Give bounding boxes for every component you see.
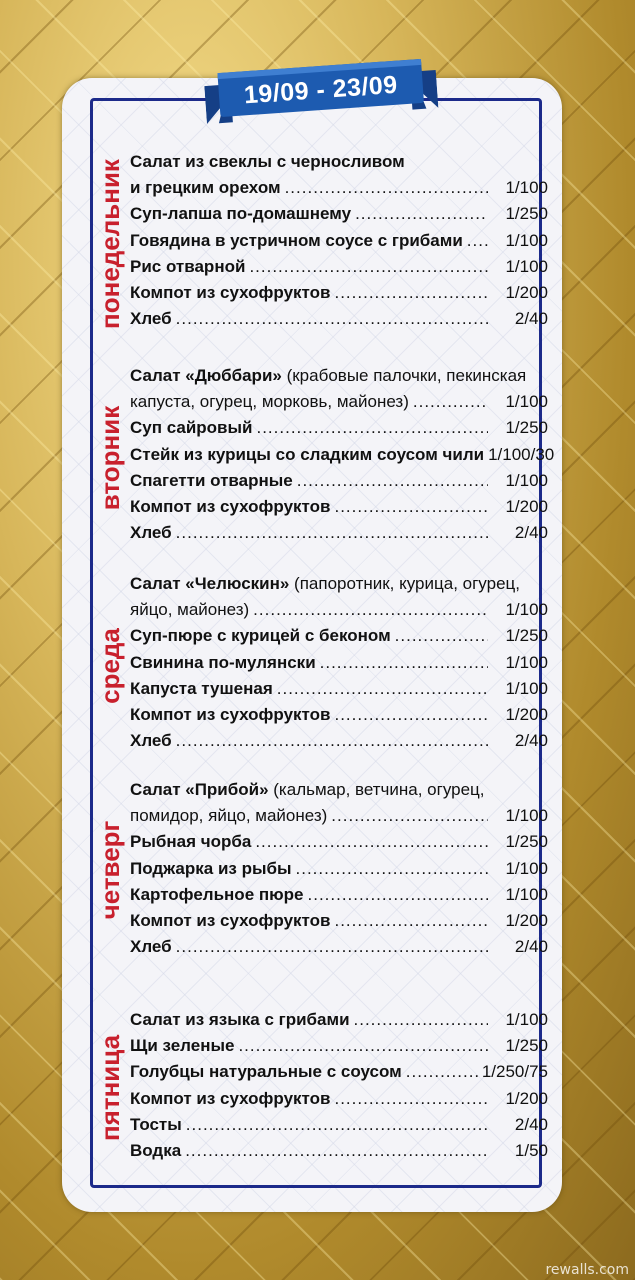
item-portion: 1/200 bbox=[505, 704, 548, 724]
menu-item bbox=[130, 444, 555, 471]
item-name: и грецким орехом bbox=[130, 178, 281, 198]
item-portion: 1/100 bbox=[505, 178, 548, 198]
menu-item bbox=[130, 911, 548, 937]
item-name: Стейк из курицы со сладким соусом чили bbox=[130, 444, 485, 464]
item-name: Хлеб bbox=[130, 937, 172, 957]
item-name: Компот из сухофруктов bbox=[130, 1088, 331, 1108]
menu-item bbox=[130, 1141, 548, 1167]
menu-item bbox=[130, 471, 548, 497]
item-name: Хлеб bbox=[130, 523, 172, 543]
menu-item bbox=[130, 937, 548, 963]
menu-item bbox=[130, 1010, 548, 1036]
menu-thursday bbox=[130, 780, 548, 963]
menu-item bbox=[130, 283, 548, 309]
salad-description: (кальмар, ветчина, огурец, bbox=[268, 780, 485, 799]
item-portion: 1/250/75 bbox=[481, 1062, 548, 1082]
item-portion: 1/200 bbox=[505, 282, 548, 302]
salad-name: Салат «Челюскин» bbox=[130, 574, 290, 593]
menu-line bbox=[130, 780, 548, 806]
menu-item bbox=[130, 204, 548, 230]
item-name: Компот из сухофруктов bbox=[130, 704, 331, 724]
menu-item bbox=[130, 392, 548, 418]
item-name: яйцо, майонез) bbox=[130, 600, 250, 620]
item-portion: 1/200 bbox=[505, 910, 548, 930]
item-portion: 1/100 bbox=[505, 392, 548, 412]
menu-item bbox=[130, 806, 548, 832]
menu-item bbox=[130, 257, 548, 283]
menu-item bbox=[130, 653, 548, 679]
day-label-tuesday: вторник bbox=[95, 405, 125, 511]
item-name: Водка bbox=[130, 1140, 182, 1160]
menu-item bbox=[130, 1089, 548, 1115]
item-portion: 1/50 bbox=[514, 1140, 548, 1160]
date-range: 19/09 - 23/09 bbox=[243, 70, 399, 110]
day-label-thursday: четверг bbox=[95, 820, 125, 920]
item-portion: 2/40 bbox=[514, 937, 548, 957]
menu-item bbox=[130, 600, 548, 626]
menu-item bbox=[130, 231, 548, 257]
menu-item bbox=[130, 1036, 548, 1062]
item-portion: 2/40 bbox=[514, 309, 548, 329]
menu-item bbox=[130, 859, 548, 885]
watermark: rewalls.com bbox=[545, 1262, 629, 1278]
item-name: Рыбная чорба bbox=[130, 832, 252, 852]
salad-description: (папоротник, курица, огурец, bbox=[289, 574, 520, 593]
item-portion: 2/40 bbox=[514, 1114, 548, 1134]
day-label-friday: пятница bbox=[95, 1034, 125, 1142]
item-name: Поджарка из рыбы bbox=[130, 858, 292, 878]
item-name: Спагетти отварные bbox=[130, 470, 293, 490]
day-label-monday: понедельник bbox=[95, 159, 125, 329]
menu-item bbox=[130, 178, 548, 204]
menu-item bbox=[130, 679, 548, 705]
menu-item bbox=[130, 418, 548, 444]
menu-friday bbox=[130, 1010, 548, 1167]
item-name: Свинина по-мулянски bbox=[130, 652, 316, 672]
item-name: Компот из сухофруктов bbox=[130, 496, 331, 516]
menu-item bbox=[130, 1115, 548, 1141]
item-portion: 1/100 bbox=[505, 256, 548, 276]
item-portion: 1/200 bbox=[505, 496, 548, 516]
item-name: Голубцы натуральные с соусом bbox=[130, 1062, 402, 1082]
menu-item bbox=[130, 885, 548, 911]
item-name: Щи зеленые bbox=[130, 1036, 235, 1056]
menu-monday bbox=[130, 152, 548, 335]
menu-line bbox=[130, 574, 548, 600]
salad-name: Салат «Дюббари» bbox=[130, 366, 282, 385]
item-portion: 1/250 bbox=[505, 626, 548, 646]
item-name: Картофельное пюре bbox=[130, 884, 304, 904]
item-portion: 1/250 bbox=[505, 418, 548, 438]
menu-line: Салат из свеклы с черносливом bbox=[130, 152, 405, 171]
item-name: Компот из сухофруктов bbox=[130, 282, 331, 302]
item-portion: 1/200 bbox=[505, 1088, 548, 1108]
menu-item bbox=[130, 497, 548, 523]
item-name: капуста, огурец, морковь, майонез) bbox=[130, 392, 409, 412]
item-portion: 1/250 bbox=[505, 204, 548, 224]
item-name: Хлеб bbox=[130, 309, 172, 329]
item-name: Суп сайровый bbox=[130, 418, 253, 438]
item-portion: 1/100/30 bbox=[488, 444, 555, 464]
menu-item bbox=[130, 832, 548, 858]
menu-item bbox=[130, 523, 548, 549]
item-portion: 1/100 bbox=[505, 652, 548, 672]
menu-item bbox=[130, 626, 548, 652]
menu-item bbox=[130, 705, 548, 731]
item-name: помидор, яйцо, майонез) bbox=[130, 806, 328, 826]
item-portion: 1/100 bbox=[505, 230, 548, 250]
item-portion: 1/100 bbox=[505, 858, 548, 878]
item-portion: 1/100 bbox=[505, 1010, 548, 1029]
menu-item bbox=[130, 1062, 548, 1088]
item-portion: 1/100 bbox=[505, 470, 548, 490]
item-name: Суп-пюре с курицей с беконом bbox=[130, 626, 391, 646]
item-portion: 1/250 bbox=[505, 832, 548, 852]
salad-name: Салат «Прибой» bbox=[130, 780, 269, 799]
menu-item bbox=[130, 309, 548, 335]
item-portion: 1/250 bbox=[505, 1036, 548, 1056]
menu-item bbox=[130, 731, 548, 757]
item-name: Тосты bbox=[130, 1114, 182, 1134]
item-name: Суп-лапша по-домашнему bbox=[130, 204, 352, 224]
item-portion: 1/100 bbox=[505, 884, 548, 904]
item-portion: 2/40 bbox=[514, 523, 548, 543]
item-portion: 1/100 bbox=[505, 806, 548, 826]
menu-line bbox=[130, 366, 548, 392]
menu-wednesday bbox=[130, 574, 548, 757]
item-name: Салат из языка с грибами bbox=[130, 1010, 350, 1029]
item-name: Компот из сухофруктов bbox=[130, 910, 331, 930]
item-name: Хлеб bbox=[130, 731, 172, 751]
item-portion: 2/40 bbox=[514, 731, 548, 751]
day-label-wednesday: среда bbox=[95, 628, 125, 704]
item-portion: 1/100 bbox=[505, 600, 548, 620]
item-name: Капуста тушеная bbox=[130, 678, 273, 698]
salad-description: (крабовые палочки, пекинская bbox=[281, 366, 527, 385]
menu-tuesday bbox=[130, 366, 555, 549]
item-name: Говядина в устричном соусе с грибами bbox=[130, 230, 463, 250]
item-portion: 1/100 bbox=[505, 678, 548, 698]
item-name: Рис отварной bbox=[130, 256, 246, 276]
